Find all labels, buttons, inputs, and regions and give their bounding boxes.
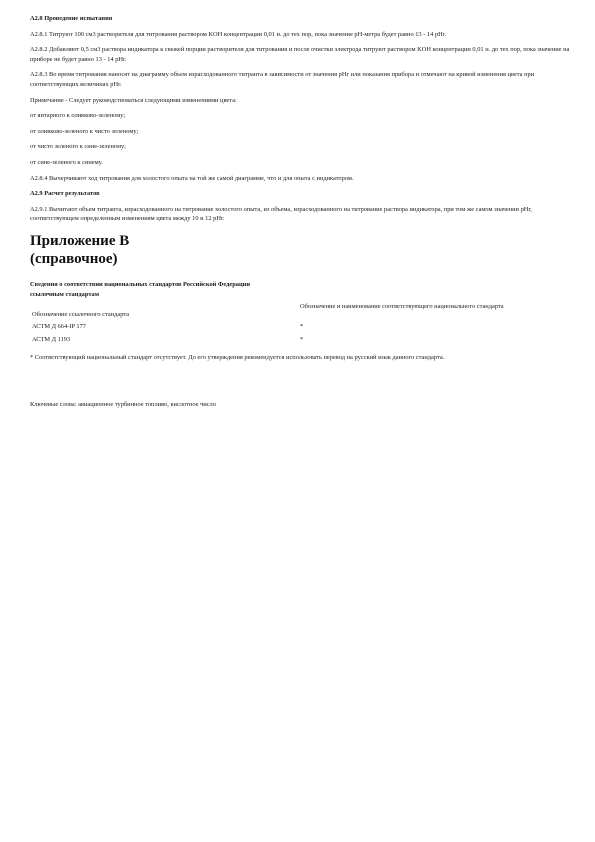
appendix-subtitle-line1: Сведения о соответствии национальных стандартов Российской Федерации — [30, 280, 251, 288]
table-header-row — [30, 303, 570, 323]
table-header-cell: Обозначение ссылочного стандарта — [32, 311, 130, 319]
paragraph-a2-8-2: А2.8.2 Добавляют 0,5 см3 раствора индикатора к свежей порции растворителя для титрования и после очистки электрода титруют раствором KOH концентрации 0,01 н. до тех пор, пока значение на приборе не будет равно 13 - 14 рНг. — [30, 46, 570, 63]
table-cell: * — [300, 335, 304, 343]
appendix-title-line2: (справочное) — [30, 250, 118, 267]
appendix-title-line1: Приложение В — [30, 232, 130, 249]
paragraph-a2-8-1: А2.8.1 Титруют 100 см3 растворителя для титрования раствором KOH концентрации 0,01 н. до тех пор, пока значение рН-метра будет равно 13 - 14 рНг. — [30, 30, 447, 38]
table-header-cell: Обозначение и наименование соответствующего национального стандарта — [300, 303, 504, 311]
paragraph-a2-8-3: А2.8.3 Во время титрования наносят на диаграмму объем израсходованного титранта в зависимости от значения рНг или показания прибора и отмечают на кривой изменения цвета при соответствующих величинах рНг. — [30, 71, 535, 88]
note-paragraph: Примечание - Следует руководствоваться следующими изменениями цвета: — [30, 96, 237, 104]
appendix-subtitle-line2: ссылочным стандартам — [30, 290, 100, 298]
document-page — [30, 14, 570, 410]
paragraph-a2-8-4: А2.8.4 Вычерчивают ход титрования для холостого опыта на той же самой диаграмме, что и для опыта с индикатором. — [30, 174, 354, 182]
color-change-item: от оливково-зеленого к чисто зеленому; — [30, 127, 139, 135]
table-footnote: * Соответствующий национальный стандарт отсутствует. До его утверждения рекомендуется использовать перевод на русский язык данного стандарта. — [30, 353, 445, 361]
table-cell: АСТМ Д 664-IP 177 — [32, 323, 86, 331]
color-change-item: от чисто зеленого к сине-зеленому; — [30, 143, 126, 151]
table-row — [30, 336, 570, 348]
table-cell: АСТМ Д 1193 — [32, 335, 71, 343]
keywords-line: Ключевые слова: авиационное турбинное топливо, кислотное число — [30, 401, 216, 409]
color-change-item: от янтарного к оливково-зеленому; — [30, 112, 126, 120]
color-change-item: от сине-зеленого к синему. — [30, 158, 103, 166]
section-heading-a2-8: А2.8 Проведение испытания — [30, 15, 113, 22]
section-heading-a2-9: А2.9 Расчет результатов — [30, 190, 100, 198]
table-cell: * — [300, 323, 304, 331]
appendix-title — [30, 232, 570, 268]
reference-standards-table — [30, 303, 570, 348]
table-row — [30, 323, 570, 335]
paragraph-a2-9-1: А2.9.1 Вычитают объем титранта, израсходованного на титрование холостого опыта, из объема, израсходованного на титрование раствора индикатора, при том же самом значении рНг, соответствующем определенным изменениям цвета между 10 и 12 рНг. — [30, 205, 532, 223]
